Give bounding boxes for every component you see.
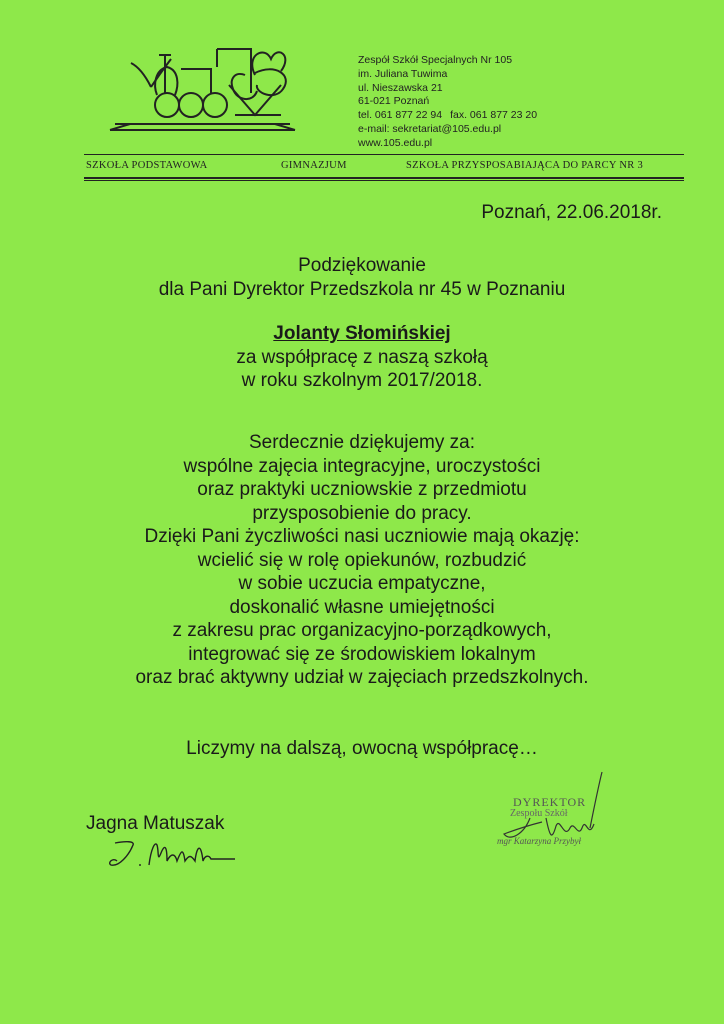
thanks-line: oraz praktyki uczniowskie z przedmiotu <box>197 479 527 500</box>
thanks-line: przysposobienie do pracy. <box>252 502 472 524</box>
letter-date: Poznań, 22.06.2018r. <box>481 202 662 223</box>
stamp-title: DYREKTOR <box>513 795 587 809</box>
phone-fax-row <box>358 109 537 123</box>
thanks-line: Dzięki Pani życzliwości nasi uczniowie mają okazję: <box>144 526 580 547</box>
thanks-line: w sobie uczucia empatyczne, <box>238 573 486 594</box>
title-line: dla Pani Dyrektor Przedszkola nr 45 w Poznaniu <box>158 278 566 300</box>
school-type-primary: SZKOŁA PODSTAWOWA <box>86 160 208 171</box>
school-website: www.105.edu.pl <box>358 136 433 149</box>
cooperation-line: w roku szkolnym 2017/2018. <box>241 370 483 391</box>
thanks-line: doskonalić własne umiejętności <box>229 596 495 618</box>
phone-number: tel. 061 877 22 94 <box>358 109 443 122</box>
stamp-subtitle: Zespołu Szkół <box>510 808 568 819</box>
title-line: Podziękowanie <box>298 255 426 276</box>
school-contact-block <box>358 54 537 151</box>
thanks-line: z zakresu prac organizacyjno-porządkowych, <box>172 620 552 641</box>
letter-title <box>0 254 724 301</box>
school-postal-city: 61-021 Poznań <box>358 95 430 108</box>
signer-left-name: Jagna Matuszak <box>86 813 225 834</box>
recipient-name: Jolanty Słomińskiej <box>273 323 451 344</box>
stamp-name: mgr Katarzyna Przybył <box>497 836 581 846</box>
thanks-line: Serdecznie dziękujemy za: <box>249 432 475 453</box>
thanks-line: integrować się ze środowiskiem lokalnym <box>188 643 536 665</box>
header-divider-top <box>84 154 684 155</box>
signature-left-icon <box>105 835 245 875</box>
recipient-block <box>0 322 724 393</box>
school-logo-icon <box>105 45 305 140</box>
school-name: Zespół Szkół Specjalnych Nr 105 <box>358 54 513 66</box>
school-type-gymnasium: GIMNAZJUM <box>281 160 347 171</box>
thanks-paragraph <box>0 431 724 690</box>
closing-line: Liczymy na dalszą, owocną współpracę… <box>186 738 538 759</box>
thanks-line: wspólne zajęcia integracyjne, uroczystości <box>183 455 541 477</box>
school-email: e-mail: sekretariat@105.edu.pl <box>358 122 502 135</box>
school-patron: im. Juliana Tuwima <box>358 67 448 80</box>
thanks-line: wcielić się w rolę opiekunów, rozbudzić <box>197 549 527 571</box>
header-divider-bottom-thin <box>84 180 684 181</box>
cooperation-line: za współpracę z naszą szkołą <box>236 346 488 368</box>
header-divider-bottom <box>84 177 684 179</box>
school-type-vocational: SZKOŁA PRZYSPOSABIAJĄCA DO PARCY NR 3 <box>406 160 644 171</box>
school-street: ul. Nieszawska 21 <box>358 81 443 94</box>
fax-number: fax. 061 877 23 20 <box>450 109 538 122</box>
thanks-line: oraz brać aktywny udział w zajęciach przedszkolnych. <box>135 667 589 688</box>
